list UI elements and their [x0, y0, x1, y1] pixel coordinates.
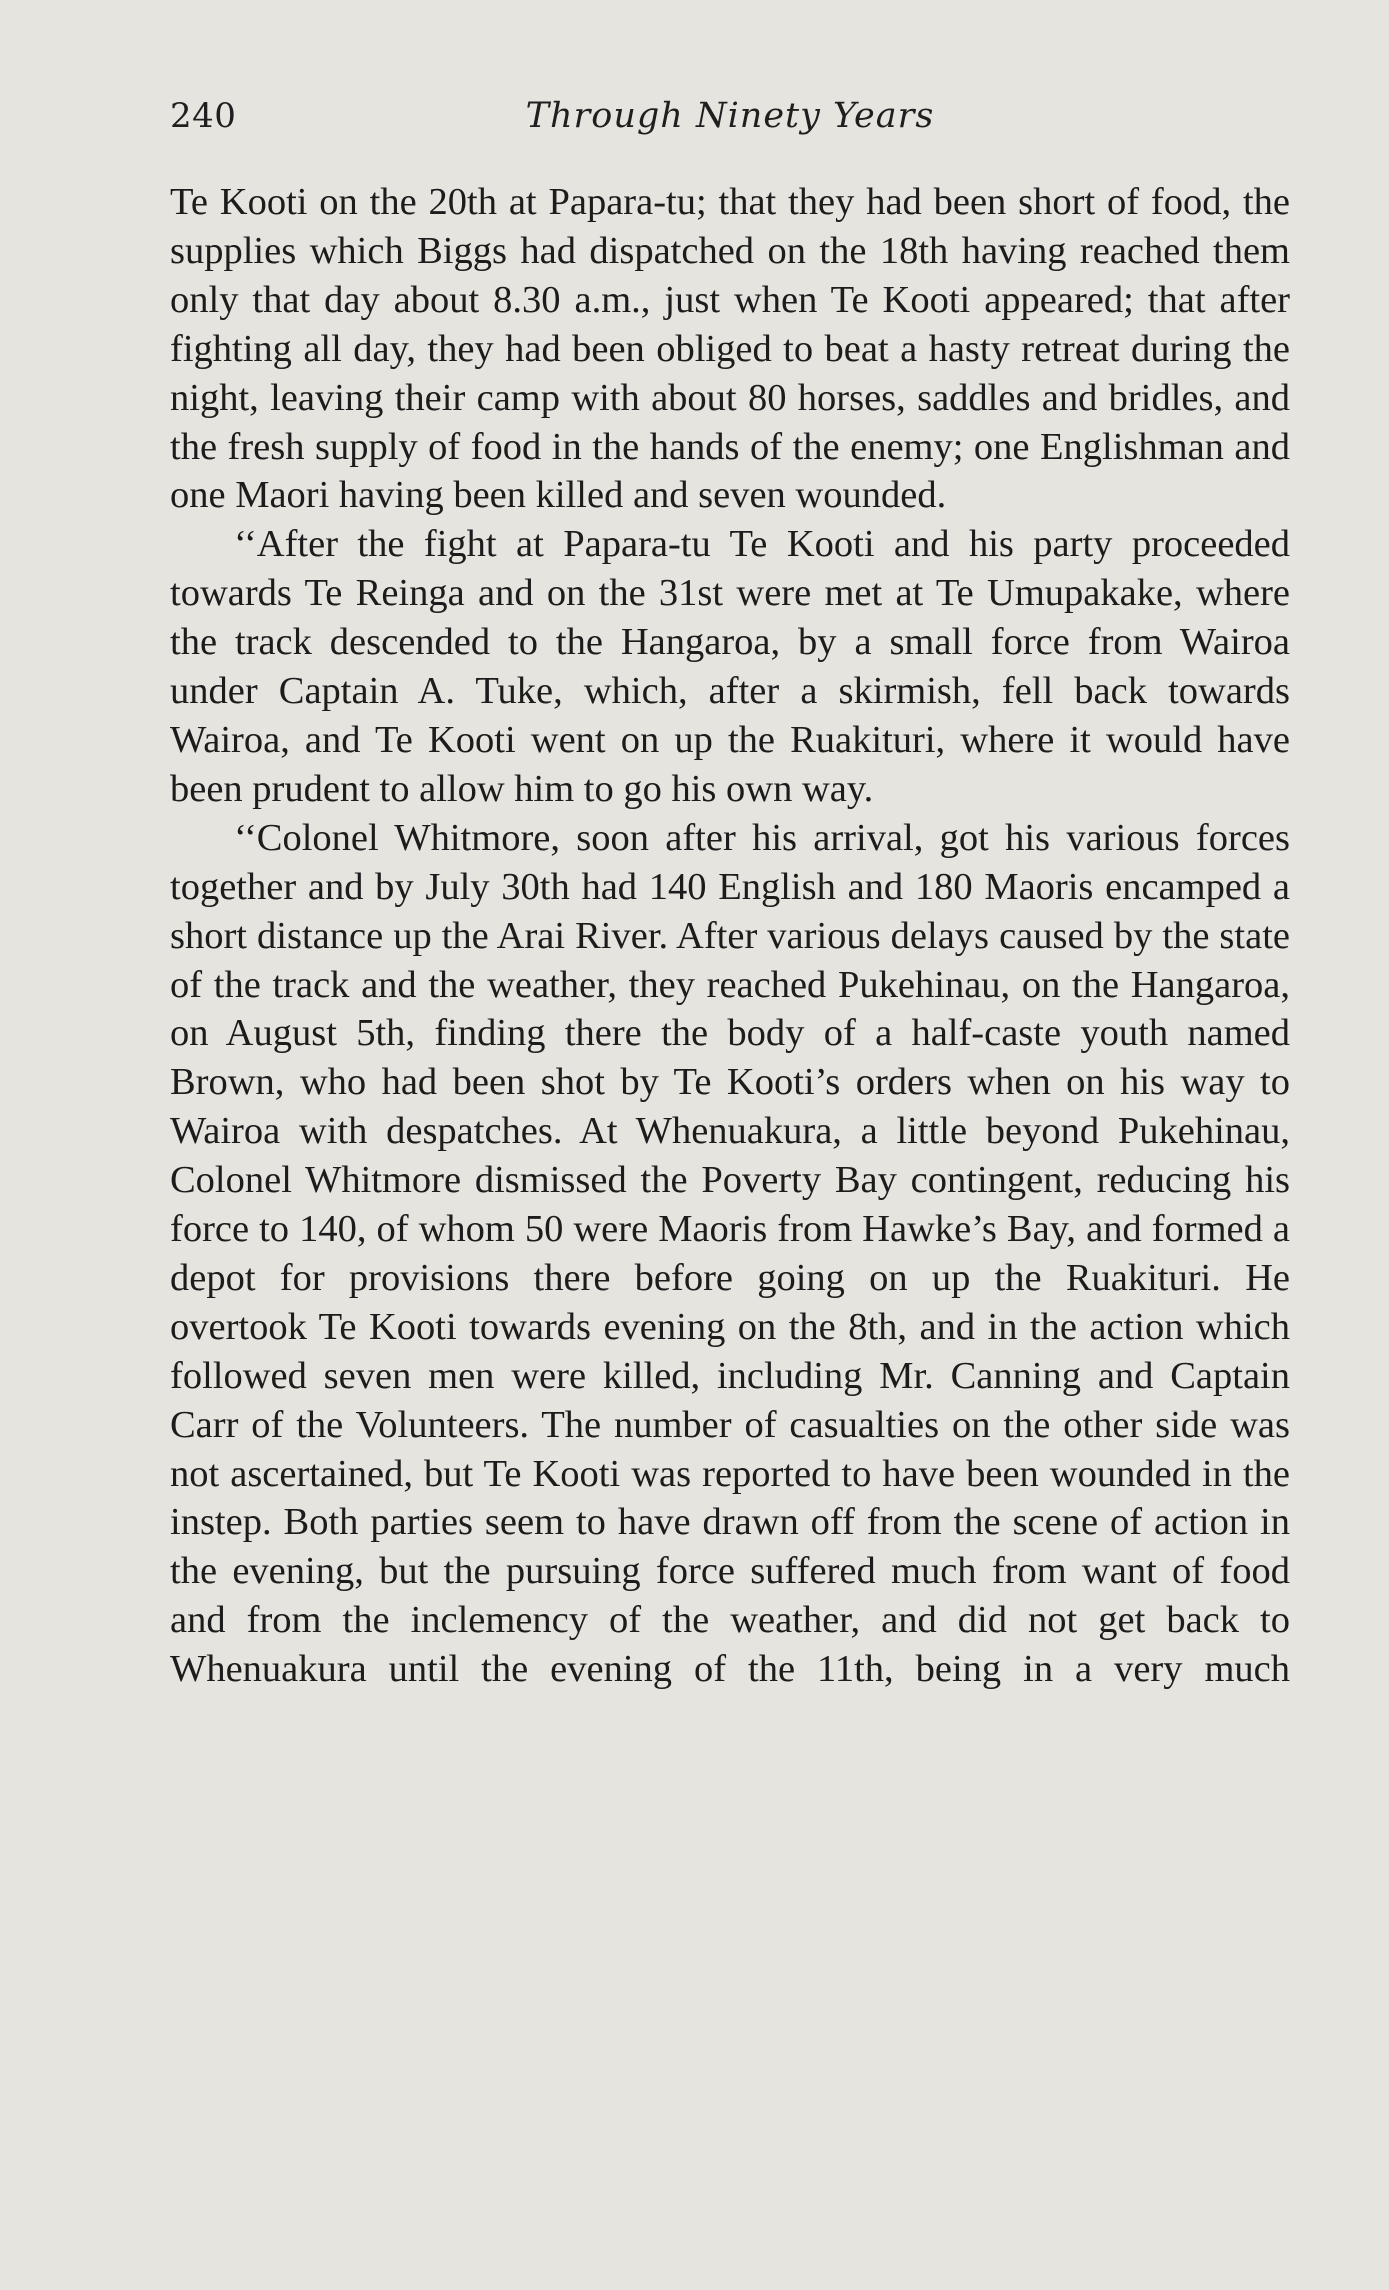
- body-text: [170, 178, 1290, 1694]
- page-header: [170, 96, 1290, 152]
- paragraph-2: ‘‘After the fight at Papara-tu Te Kooti and his party proceeded towards Te Reinga and on the 31st were met at Te Umupakake, where the track descended to the Hangaroa, by a small force from Wairoa under Captain A. Tuke, which, after a skirmish, fell back towards Wairoa, and Te Kooti went on up the Ruakituri, where it would have been prudent to allow him to go his own way.: [170, 523, 1290, 810]
- paragraph-1: Te Kooti on the 20th at Papara-tu; that they had been short of food, the supplies which Biggs had dispatched on the 18th having reached them only that day about 8.30 a.m., just when Te Kooti appeared; that after fighting all day, they had been obliged to beat a hasty retreat during the night, leaving their camp with about 80 horses, saddles and bridles, and the fresh supply of food in the hands of the enemy; one Englishman and one Maori having been killed and seven wounded.: [170, 181, 1290, 517]
- paragraph-3: ‘‘Colonel Whitmore, soon after his arrival, got his various forces together and by July 30th had 140 English and 180 Maoris encamped a short distance up the Arai River. After various delays caused by the state of the track and the weather, they reached Pukehinau, on the Hangaroa, on August 5th, finding there the body of a half-caste youth named Brown, who had been shot by Te Kooti’s orders when on his way to Wairoa with despatches. At Whenuakura, a little beyond Pukehinau, Colonel Whitmore dismissed the Poverty Bay contingent, reducing his force to 140, of whom 50 were Maoris from Hawke’s Bay, and formed a depot for provisions there before going on up the Ruakituri. He overtook Te Kooti towards evening on the 8th, and in the action which followed seven men were killed, including Mr. Canning and Captain Carr of the Volunteers. The number of casualties on the other side was not ascertained, but Te Kooti was reported to have been wounded in the instep. Both parties seem to have drawn off from the scene of action in the evening, but the pursuing force suffered much from want of food and from the inclemency of the weather, and did not get back to Whenuakura until the evening of the 11th, being in a very much: [170, 816, 1290, 1691]
- page-number: 240: [170, 96, 237, 136]
- running-head: Through Ninety Years: [525, 96, 935, 136]
